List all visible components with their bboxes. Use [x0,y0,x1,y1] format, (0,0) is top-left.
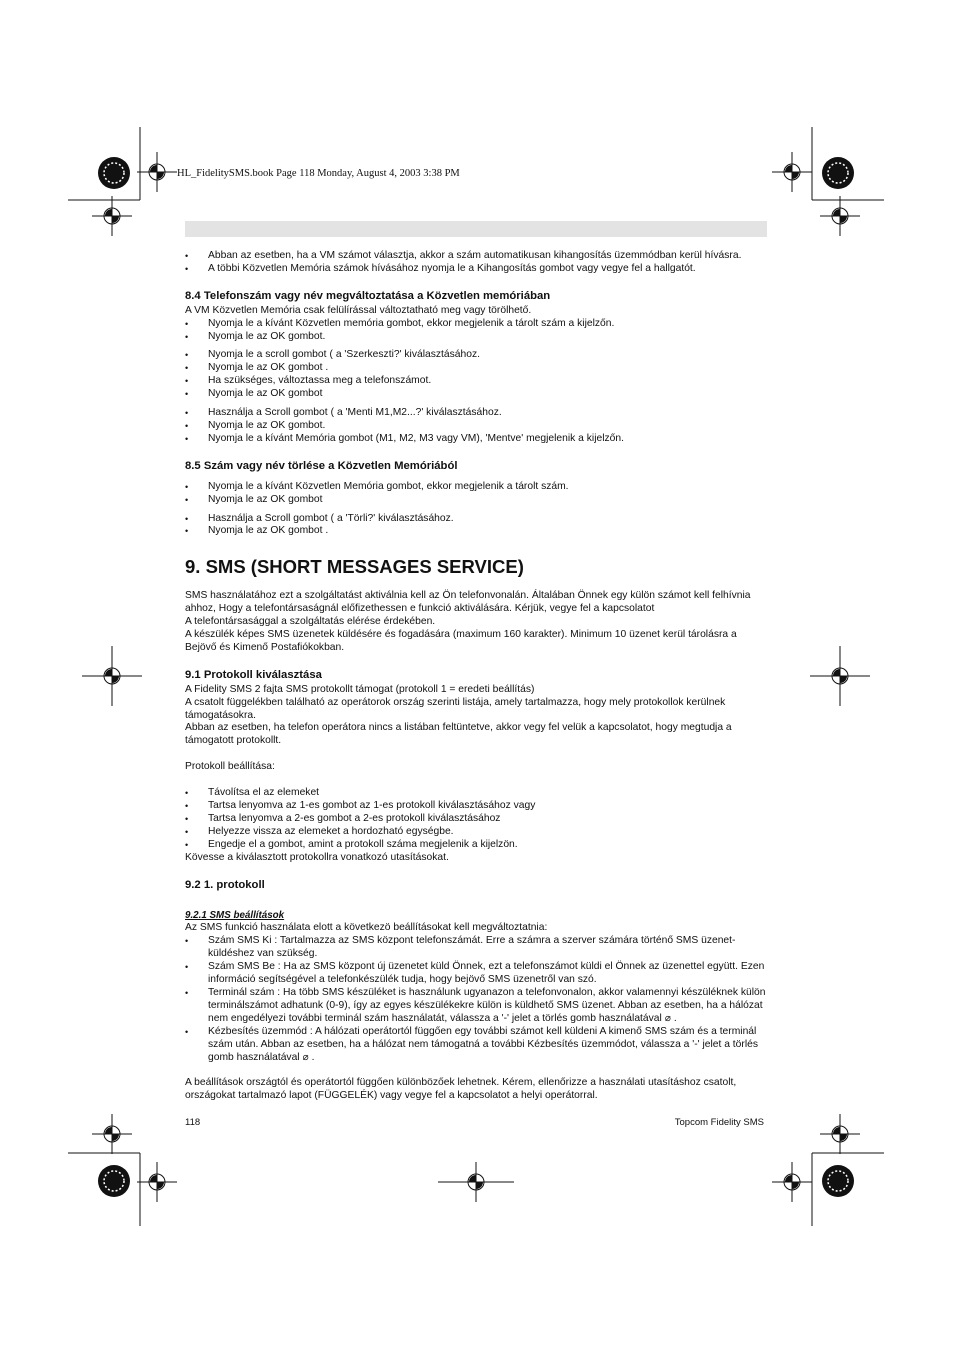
paragraph: A VM Közvetlen Memória csak felülírással változtatható meg vagy törölhető. [185,304,532,316]
list-item-text: Használja a Scroll gombot [208,512,328,524]
section-heading-8-5: 8.5 Szám vagy név törlése a Közvetlen Memóriából [185,459,458,472]
list-item-text: a 'Menti M1,M2...?' kiválasztásához. [336,407,502,419]
page-content [185,250,767,1103]
list-item: • Nyomja le az OK gombot . [185,525,767,538]
list-item [185,407,767,420]
list-item: • Terminál szám : Ha több SMS készüléket is használunk ugyanazon a telefonvonalon, akkor valamennyi készüléknek külön terminálszámot adhatunk (0-9), így az egyes készülékekre külön is küldhető SMS üzenet. Abban az esetben, ha a hálózat nem engedélyezi további terminál szám használatát, válassza a '-' jelet a törlés gomb használatával ⌀ . [185,987,767,1026]
list-item: • Engedje el a gombot, amint a protokoll száma megjelenik a kijelzön. [185,839,767,852]
paragraph: A csatolt függelékben található az operátorok ország szerinti listája, amely tartalmazza, hogy mely protokollok kerülnek támogatásokra. [185,696,726,721]
list-item-text: Nyomja le a scroll gombot [208,349,327,361]
list-item-text: a 'Szerkeszti?' kiválasztásához. [335,349,480,361]
list-item: • Szám SMS Ki : Tartalmazza az SMS központ telefonszámát. Erre a számra a szerver számára történő SMS üzenet-küldéshez van szükség. [185,935,767,961]
list-item: • Távolítsa el az elemeket [185,787,767,800]
list-item: • Ha szükséges, változtassa meg a telefonszámot. [185,375,767,388]
list-item: • Nyomja le az OK gombot [185,388,767,401]
paragraph: A telefontársasággal a szolgáltatás elérése érdekében. [185,616,436,628]
clear-icon: ⌀ [664,1012,671,1024]
list-item: • Tartsa lenyomva a 2-es gombot a 2-es protokoll kiválasztásához [185,813,767,826]
list-item: • Helyezze vissza az elemeket a hordozható egységbe. [185,826,767,839]
list-item: • A többi Közvetlen Memória számok hívásához nyomja le a Kihangosítás gombot vagy vegye fel a hallgatót. [185,263,767,276]
list-item [185,513,767,526]
list-item: • Abban az esetben, ha a VM számot választja, akkor a szám automatikusan kihangosítás üzemmódban kerül hívásra. [185,250,767,263]
list-item: • Nyomja le az OK gombot. [185,420,767,433]
list-item-text: Terminál szám : Ha több SMS készüléket is használunk ugyanazon a telefonvonalon, akkor valamennyi készüléknek külön terminálszámot adhatunk (0-9), így az egyes készülékekre külön is küldhető SMS üzenet. Abban az esetben, ha a hálózat nem engedélyezi további terminál szám használatát, válassza a '-' jelet a törlés gomb használatával [208,986,766,1024]
paragraph: A Fidelity SMS 2 fajta SMS protokollt támogat (protokoll 1 = eredeti beállítás) [185,683,535,695]
list-item: • Nyomja le a kívánt Közvetlen memória gombot, ekkor megjelenik a tárolt szám a kijelzőn. [185,318,767,331]
paragraph: Az SMS funkció használata elott a következö beállításokat kell megváltoztatnia: [185,922,548,934]
scroll-icon: ( [329,349,333,361]
running-header: HL_FidelitySMS.book Page 118 Monday, August 4, 2003 3:38 PM [177,168,460,179]
paragraph: Abban az esetben, ha telefon operátora nincs a listában feltüntetve, akkor vegy fel velük a kapcsolatot, hogy megtudja a támogatott protokollt. [185,722,732,747]
list-item-text: a 'Törli?' kiválasztásához. [336,512,454,524]
scroll-icon: ( [330,407,334,419]
list-item: • Nyomja le a kívánt Közvetlen Memória gombot, ekkor megjelenik a tárolt szám. [185,481,767,494]
paragraph: A készülék képes SMS üzenetek küldésére és fogadására (maximum 160 karakter). Minimum 10 üzenet kerül tárolásra a Bejövő és Kimenő Postafiókokban. [185,629,737,653]
subsection-heading-9-2-1: 9.2.1 SMS beállítások [185,909,285,921]
list-item-text: Kézbesítés üzemmód : A hálózati operátortól függően egy további számot kell küldeni A kimenő SMS szám és a terminál szám után. Abban az esetben, ha a hálózat nem támogatná a további Kézbesítés üzemmódot, válassza a '-' jelet a törlés gomb használatával [208,1025,758,1063]
list-item: • Tartsa lenyomva az 1-es gombot az 1-es protokoll kiválasztásához vagy [185,800,767,813]
footer-product: Topcom Fidelity SMS [674,1117,764,1128]
list-item: • Szám SMS Be : Ha az SMS központ új üzenetet küld Önnek, ezt a telefonszámot küldi el Önnek az üzenettel együtt. Ezen információ segítségével a telefonkészülék tudja, hogy bejövő SMS üzenetről van szó. [185,961,767,987]
list-item: • Nyomja le az OK gombot . [185,362,767,375]
list-item: • Nyomja le a kívánt Memória gombot (M1, M2, M3 vagy VM), 'Mentve' megjelenik a kijelzőn. [185,433,767,446]
scroll-icon: ( [330,512,334,524]
list-item [185,349,767,362]
paragraph: SMS használatához ezt a szolgáltatást aktiválnia kell az Ön telefonvonalán. Általában Önnek egy külön számot kell felhívnia ahhoz, Hogy a telefontársaságnál előfizethessen e funkció aktiválására. Kérjük, vegye fel a kapcsolatot [185,590,751,615]
section-heading-9-2: 9.2 1. protokoll [185,878,265,891]
list-item: • Nyomja le az OK gombot. [185,331,767,344]
chapter-title: 9. SMS (SHORT MESSAGES SERVICE) [185,556,524,578]
page-number: 118 [185,1117,201,1128]
section-heading-9-1: 9.1 Protokoll kiválasztása [185,668,322,681]
list-item-text: Használja a Scroll gombot [208,407,328,419]
list-item: • Kézbesítés üzemmód : A hálózati operátortól függően egy további számot kell küldeni A kimenő SMS szám és a terminál szám után. Abban az esetben, ha a hálózat nem támogatná a további Kézbesítés üzemmódot, válassza a '-' jelet a törlés gomb használatával ⌀ . [185,1026,767,1065]
section-heading-8-4: 8.4 Telefonszám vagy név megváltoztatása a Közvetlen memóriában [185,289,551,302]
paragraph: Protokoll beállítása: [185,761,275,773]
paragraph: A beállítások országtól és operátortól függően különbözőek lehetnek. Kérem, ellenőrizze a használati utasításhoz csatolt, országokat tartalmazó lapot (FÜGGELÉK) vagy vegye fel a kapcsolatot a helyi operátorral. [185,1077,737,1102]
header-bar [185,221,767,237]
clear-icon: ⌀ [302,1051,309,1063]
list-item: • Nyomja le az OK gombot [185,494,767,507]
paragraph: Kövesse a kiválasztott protokollra vonatkozó utasításokat. [185,851,449,863]
